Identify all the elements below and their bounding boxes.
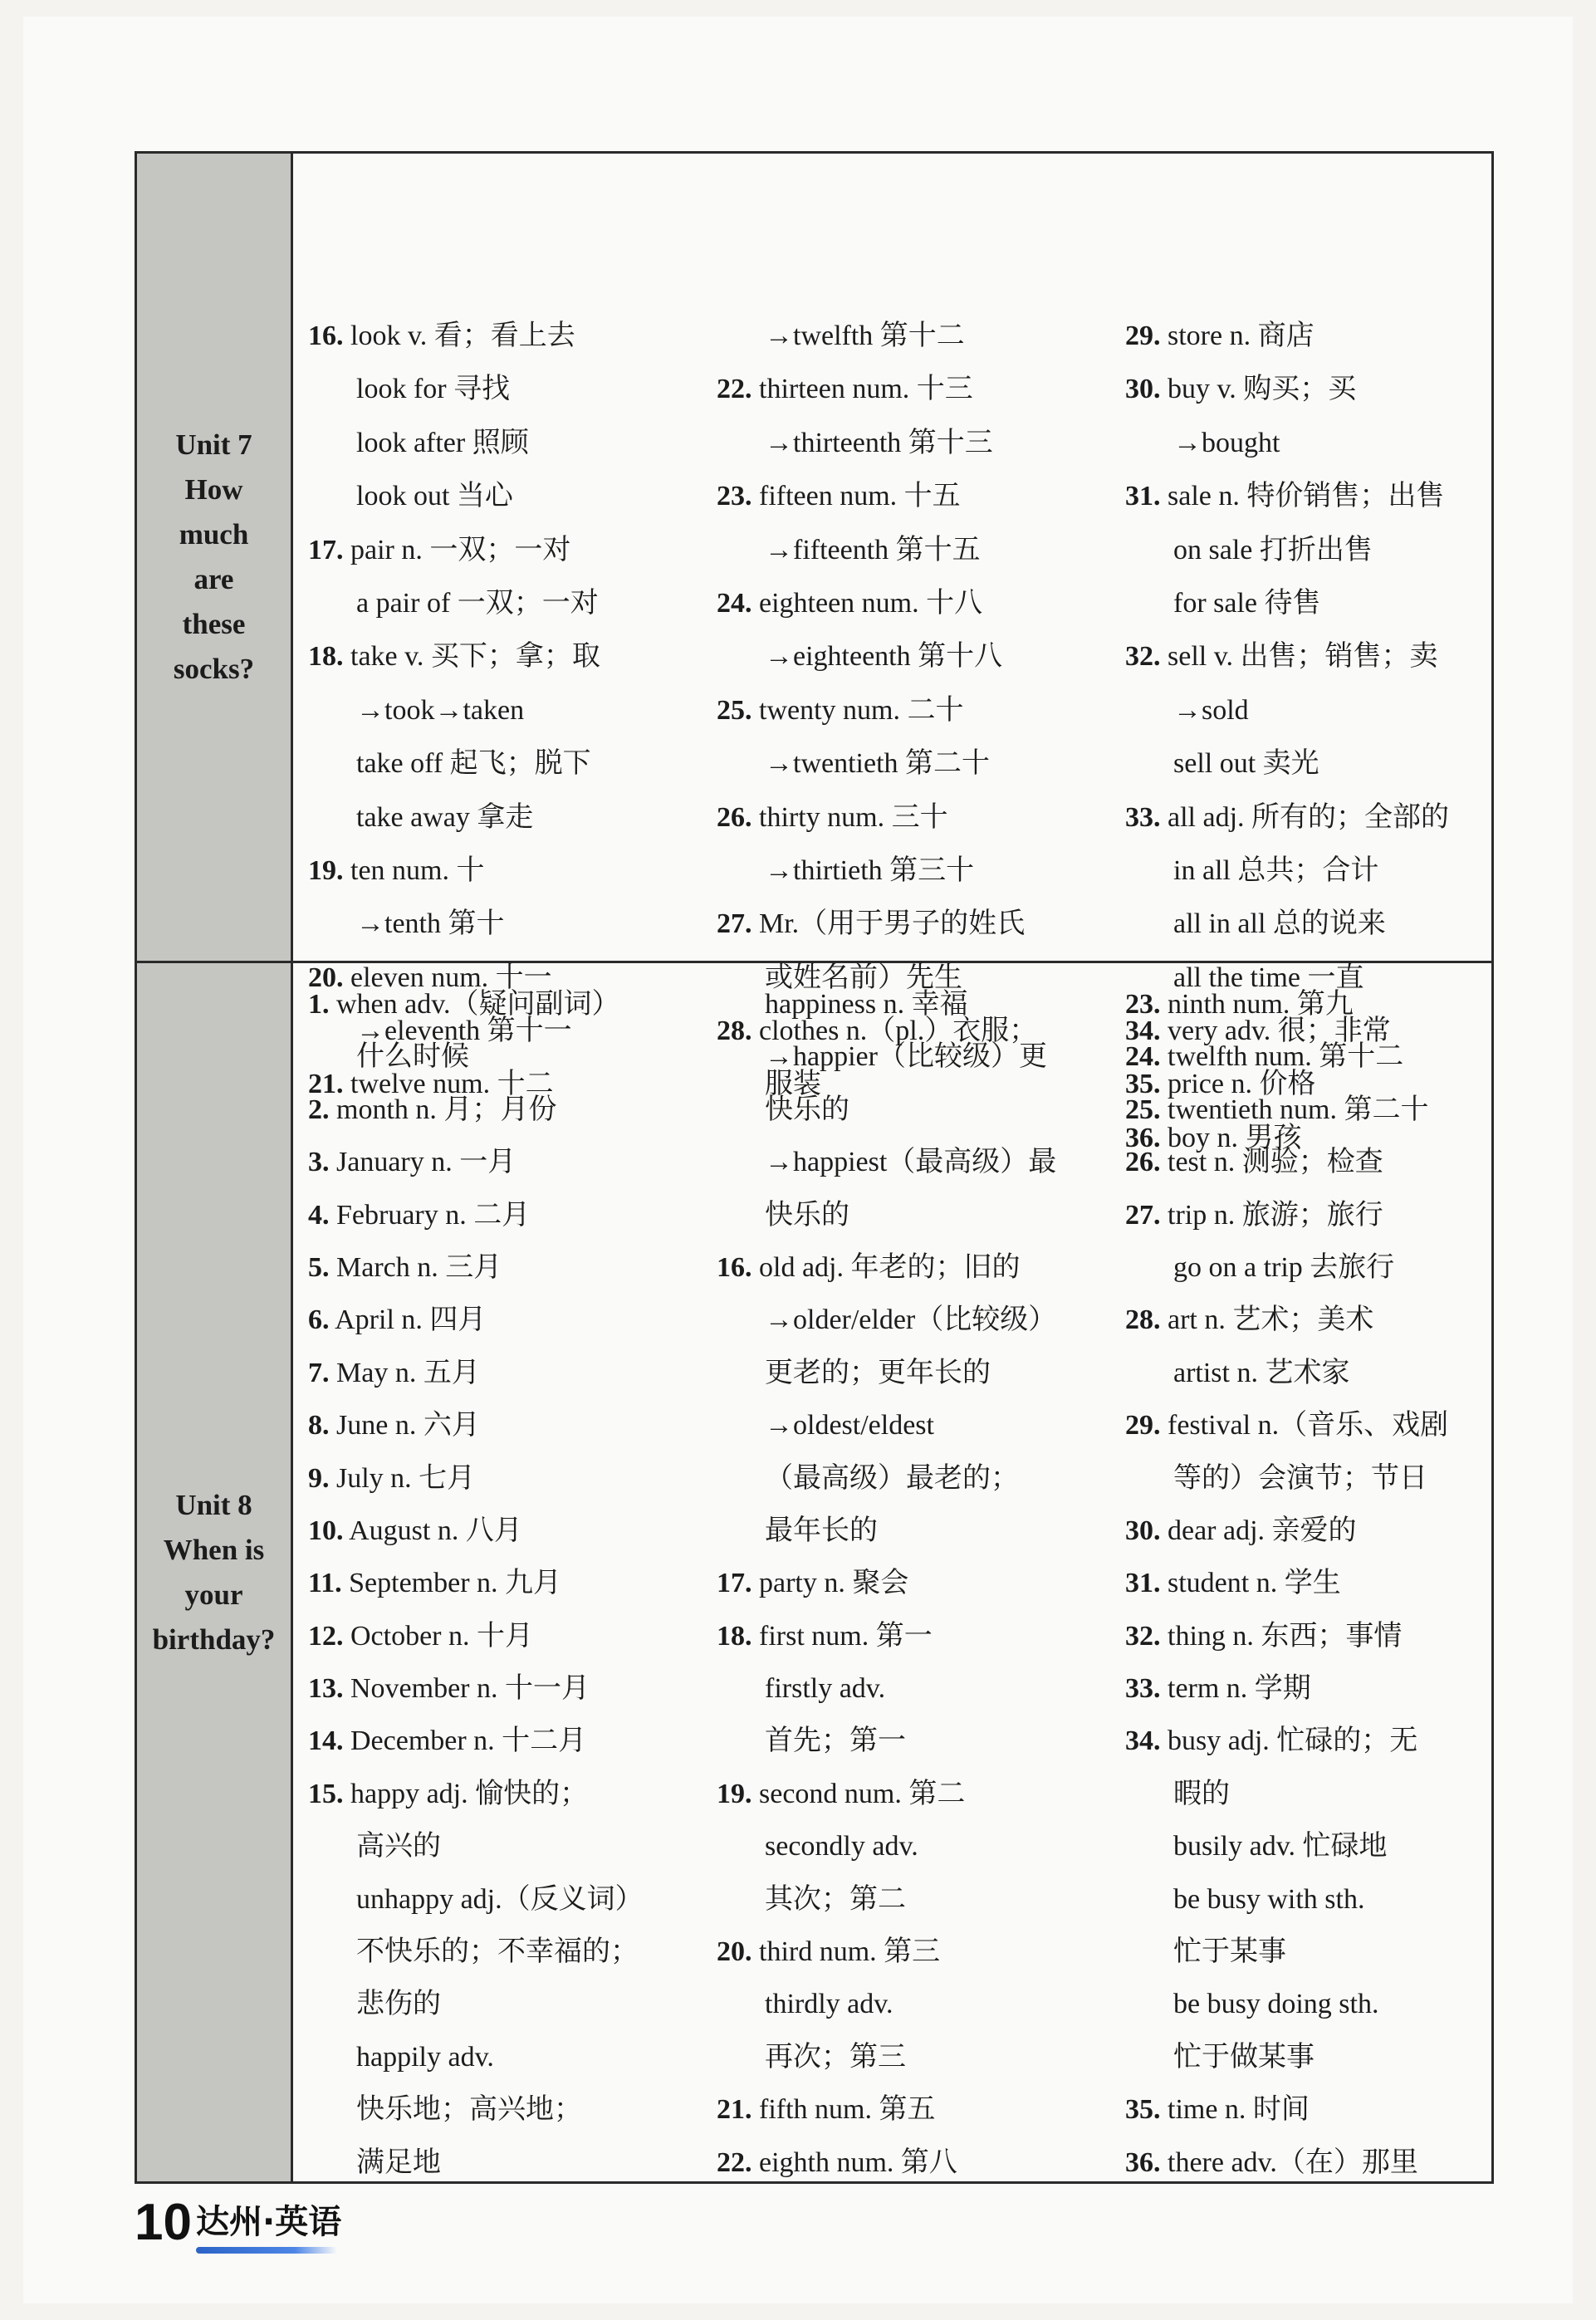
entry-number: 20.: [308, 962, 344, 993]
entry-text: 首先；第一: [765, 1725, 906, 1757]
vocabulary-table: [135, 151, 1494, 2184]
entry-number: 20.: [717, 1936, 752, 1968]
vocab-entry-continuation: [717, 737, 1125, 790]
page-number: 10: [135, 2194, 192, 2251]
entry-text: look for 寻找: [356, 374, 511, 405]
entry-text: party n. 聚会: [759, 1568, 909, 1599]
entry-text: take away 拿走: [356, 801, 534, 833]
entry-text: all in all 总的说来: [1173, 908, 1386, 940]
entry-number: 35.: [1125, 2094, 1161, 2126]
vocab-entry-continuation: [717, 1084, 1125, 1136]
entry-text: →tenth 第十: [356, 908, 505, 940]
vocab-entry-continuation: [1125, 737, 1491, 790]
entry-text: ninth num. 第九: [1168, 989, 1354, 1020]
vocab-entry-continuation: [308, 737, 717, 790]
entry-number: 32.: [1125, 641, 1161, 673]
entry-number: 14.: [308, 1725, 344, 1757]
vocab-entry-continuation: [717, 1189, 1125, 1241]
entry-number: 33.: [1125, 1673, 1161, 1705]
entry-text: September n. 九月: [349, 1568, 562, 1599]
entry-number: 29.: [1125, 321, 1161, 351]
vocab-entry: [717, 470, 1125, 523]
vocab-entry-continuation: [1125, 898, 1491, 951]
entry-text: look v. 看；看上去: [350, 321, 575, 351]
entry-number: 5.: [308, 1251, 330, 1283]
entry-text: →bought: [1173, 427, 1280, 458]
entry-text: boy n. 男孩: [1168, 1122, 1302, 1153]
entry-text: August n. 八月: [349, 1515, 522, 1546]
vocab-entry: [308, 978, 717, 1030]
entry-number: 22.: [717, 2146, 752, 2178]
entry-text: second num. 第二: [759, 1778, 966, 1809]
unit-label-line: these: [182, 608, 246, 640]
entry-text: fifth num. 第五: [759, 2094, 936, 2126]
entry-number: 18.: [717, 1620, 752, 1652]
vocab-entry: [308, 1136, 717, 1188]
entry-text: fifteen num. 十五: [759, 481, 961, 512]
entry-number: 2.: [308, 1094, 330, 1125]
vocab-entry: [308, 1189, 717, 1241]
vocab-entry-continuation: [717, 524, 1125, 577]
entry-text: →fifteenth 第十五: [765, 534, 981, 565]
vocab-entry-continuation: [1125, 1452, 1491, 1505]
entry-text: 什么时候: [356, 1041, 469, 1073]
entry-text: eighteen num. 十八: [759, 587, 983, 619]
entry-text: when adv.（疑问副词）: [336, 989, 620, 1020]
entry-text: sale n. 特价销售；出售: [1168, 481, 1445, 512]
entry-number: 4.: [308, 1199, 330, 1231]
entry-text: be busy doing sth.: [1173, 1989, 1379, 2020]
entry-text: a pair of 一双；一对: [356, 587, 599, 619]
entry-text: 等的）会演节；节日: [1173, 1462, 1427, 1494]
vocab-entry: [1125, 1189, 1491, 1241]
vocab-entry: [308, 1768, 717, 1820]
entry-text: busy adj. 忙碌的；无: [1168, 1725, 1418, 1757]
entry-number: 33.: [1125, 801, 1161, 833]
title-underline-bar: [196, 2247, 337, 2254]
vocab-entry-continuation: [308, 2031, 717, 2083]
unit7-label-cell: [137, 154, 293, 961]
vocab-entry-continuation: [717, 1873, 1125, 1926]
vocab-entry-continuation: [717, 1399, 1125, 1451]
vocab-entry-continuation: [308, 1873, 717, 1926]
entry-text: eighth num. 第八: [759, 2146, 957, 2178]
vocab-entry-continuation: [717, 1978, 1125, 2030]
entry-text: →twelfth 第十二: [765, 321, 965, 351]
entry-text: 更老的；更年长的: [765, 1357, 991, 1388]
vocab-entry: [717, 2083, 1125, 2136]
entry-text: 快乐地；高兴地；: [356, 2094, 582, 2126]
entry-text: twentieth num. 第二十: [1168, 1094, 1429, 1125]
vocab-entry: [717, 2136, 1125, 2189]
vocab-entry: [1125, 1136, 1491, 1188]
entry-text: 或姓名前）先生: [765, 962, 962, 993]
vocab-entry: [308, 1452, 717, 1505]
entry-text: →thirteenth 第十三: [765, 427, 993, 458]
entry-text: 不快乐的；不幸福的；: [356, 1936, 639, 1968]
entry-text: February n. 二月: [336, 1199, 531, 1231]
vocab-entry-continuation: [308, 470, 717, 523]
entry-text: term n. 学期: [1168, 1673, 1311, 1705]
entry-text: art n. 艺术；美术: [1168, 1304, 1374, 1336]
vocab-entry: [308, 1662, 717, 1715]
vocab-entry-continuation: [1125, 524, 1491, 577]
entry-text: twelfth num. 第十二: [1168, 1041, 1404, 1073]
unit-label-line: Unit 7: [175, 428, 252, 461]
vocab-entry: [308, 1084, 717, 1136]
vocab-entry-continuation: [1125, 1768, 1491, 1820]
vocab-entry-continuation: [1125, 844, 1491, 898]
entry-text: price n. 价格: [1168, 1069, 1316, 1100]
entry-number: 6.: [308, 1304, 330, 1336]
vocab-entry: [717, 898, 1125, 951]
entry-text: unhappy adj.（反义词）: [356, 1883, 644, 1915]
entry-text: July n. 七月: [336, 1462, 476, 1494]
entry-text: store n. 商店: [1168, 321, 1314, 351]
vocab-entry-continuation: [717, 1347, 1125, 1399]
entry-number: 15.: [308, 1778, 344, 1809]
vocab-entry: [1125, 1557, 1491, 1609]
entry-number: 34.: [1125, 1016, 1161, 1047]
vocab-entry-continuation: [717, 1662, 1125, 1715]
entry-number: 31.: [1125, 1568, 1161, 1599]
vocab-entry: [1125, 1084, 1491, 1136]
entry-text: look out 当心: [356, 481, 513, 512]
vocab-entry-continuation: [1125, 1873, 1491, 1926]
entry-number: 23.: [717, 481, 752, 512]
entry-text: April n. 四月: [335, 1304, 487, 1336]
entry-text: there adv.（在）那里: [1168, 2146, 1418, 2178]
entry-text: buy v. 购买；买: [1168, 374, 1357, 405]
entry-text: all the time 一直: [1173, 962, 1364, 993]
vocab-entry: [308, 1241, 717, 1294]
vocab-entry-continuation: [717, 1136, 1125, 1188]
vocab-entry-continuation: [308, 577, 717, 630]
entry-number: 27.: [717, 908, 752, 940]
entry-number: 26.: [1125, 1147, 1161, 1178]
vocab-entry: [308, 1294, 717, 1346]
entry-text: November n. 十一月: [350, 1673, 590, 1705]
vocab-entry: [1125, 2083, 1491, 2136]
vocab-entry: [308, 630, 717, 683]
vocab-entry-continuation: [717, 1715, 1125, 1767]
entry-number: 18.: [308, 641, 344, 673]
unit8-label: [144, 1483, 285, 1662]
entry-text: →twentieth 第二十: [765, 748, 991, 780]
entry-number: 30.: [1125, 1515, 1161, 1546]
vocab-entry: [308, 524, 717, 577]
vocab-entry-continuation: [1125, 684, 1491, 737]
vocab-entry: [717, 1610, 1125, 1662]
vocab-entry: [717, 577, 1125, 630]
entry-text: twelve num. 十二: [350, 1069, 554, 1100]
vocab-entry-continuation: [717, 310, 1125, 363]
vocab-entry-continuation: [1125, 577, 1491, 630]
entry-text: festival n.（音乐、戏剧: [1168, 1410, 1449, 1441]
page-header-title: 达州·英语: [196, 2203, 342, 2241]
vocab-entry: [717, 1241, 1125, 1294]
unit7-label: [144, 423, 285, 692]
entry-number: 36.: [1125, 1122, 1161, 1153]
vocab-entry: [308, 1505, 717, 1557]
entry-text: ten num. 十: [350, 854, 485, 886]
vocab-entry: [1125, 2136, 1491, 2189]
entry-text: sell v. 出售；销售；卖: [1168, 641, 1438, 673]
entry-text: in all 总共；合计: [1173, 854, 1379, 886]
entry-text: go on a trip 去旅行: [1173, 1251, 1395, 1283]
entry-text: 高兴的: [356, 1831, 441, 1862]
vocab-entry-continuation: [1125, 1926, 1491, 1978]
entry-text: →eleventh 第十一: [356, 1016, 572, 1047]
entry-number: 16.: [717, 1251, 752, 1283]
vocab-entry-continuation: [308, 417, 717, 470]
entry-number: 25.: [1125, 1094, 1161, 1125]
entry-text: first num. 第一: [759, 1620, 933, 1652]
unit-label-line: How: [184, 473, 243, 506]
entry-number: 9.: [308, 1462, 330, 1494]
entry-number: 17.: [308, 534, 344, 565]
entry-text: →took→taken: [356, 694, 525, 726]
entry-text: look after 照顾: [356, 427, 529, 458]
unit-label-line: When is: [163, 1533, 265, 1566]
entry-text: dear adj. 亲爱的: [1168, 1515, 1357, 1546]
entry-number: 27.: [1125, 1199, 1161, 1231]
entry-text: trip n. 旅游；旅行: [1168, 1199, 1383, 1231]
vocab-entry-continuation: [308, 1820, 717, 1872]
unit-label-line: much: [179, 518, 249, 551]
vocab-entry-continuation: [717, 1505, 1125, 1557]
entry-text: 悲伤的: [356, 1989, 441, 2020]
entry-text: 服装: [765, 1069, 821, 1100]
vocab-entry-continuation: [308, 791, 717, 844]
unit8-column-1: [308, 963, 717, 2181]
vocab-entry-continuation: [308, 1030, 717, 1083]
vocab-entry: [1125, 1662, 1491, 1715]
vocab-entry-continuation: [717, 1030, 1125, 1083]
entry-text: eleven num. 十一: [350, 962, 552, 993]
vocab-entry: [717, 1926, 1125, 1978]
entry-text: happiness n. 幸福: [765, 989, 968, 1020]
entry-text: student n. 学生: [1168, 1568, 1341, 1599]
entry-text: →happiest（最高级）最: [765, 1147, 1057, 1178]
unit-label-line: your: [184, 1578, 243, 1611]
vocab-entry-continuation: [308, 898, 717, 951]
entry-number: 31.: [1125, 481, 1161, 512]
vocab-entry-continuation: [717, 1452, 1125, 1505]
entry-text: thirty num. 三十: [759, 801, 948, 833]
vocab-entry-continuation: [308, 2136, 717, 2189]
unit-label-line: birthday?: [152, 1623, 276, 1656]
entry-text: December n. 十二月: [350, 1725, 587, 1757]
entry-text: take v. 买下；拿；取: [350, 641, 600, 673]
entry-text: October n. 十月: [350, 1620, 534, 1652]
vocab-entry-continuation: [717, 1820, 1125, 1872]
vocab-entry: [1125, 1294, 1491, 1346]
vocab-entry-continuation: [1125, 1978, 1491, 2030]
entry-number: 19.: [308, 854, 344, 886]
entry-text: March n. 三月: [336, 1251, 502, 1283]
entry-text: January n. 一月: [336, 1147, 516, 1178]
vocab-entry: [1125, 630, 1491, 683]
vocab-entry: [717, 1557, 1125, 1609]
vocab-entry-continuation: [717, 417, 1125, 470]
entry-text: thing n. 东西；事情: [1168, 1620, 1403, 1652]
entry-text: →happier（比较级）更: [765, 1041, 1047, 1073]
entry-number: 28.: [717, 1016, 752, 1047]
vocab-entry-continuation: [1125, 1347, 1491, 1399]
vocab-entry: [1125, 1030, 1491, 1083]
entry-number: 24.: [717, 587, 752, 619]
entry-text: artist n. 艺术家: [1173, 1357, 1350, 1388]
entry-number: 13.: [308, 1673, 344, 1705]
entry-number: 36.: [1125, 2146, 1161, 2178]
unit-label-line: socks?: [173, 653, 255, 685]
entry-number: 22.: [717, 374, 752, 405]
vocab-entry: [308, 1399, 717, 1451]
entry-text: sell out 卖光: [1173, 748, 1319, 780]
entry-text: May n. 五月: [336, 1357, 480, 1388]
vocab-entry-continuation: [308, 1926, 717, 1978]
entry-number: 10.: [308, 1515, 344, 1546]
vocab-entry: [717, 684, 1125, 737]
entry-text: third num. 第三: [759, 1936, 941, 1968]
entry-text: 其次；第二: [765, 1883, 906, 1915]
entry-text: old adj. 年老的；旧的: [759, 1251, 1021, 1283]
entry-text: on sale 打折出售: [1173, 534, 1373, 565]
entry-number: 23.: [1125, 989, 1161, 1020]
entry-text: take off 起飞；脱下: [356, 748, 591, 780]
entry-text: 快乐的: [765, 1199, 849, 1231]
entry-text: 暇的: [1173, 1778, 1230, 1809]
entry-text: twenty num. 二十: [759, 694, 964, 726]
entry-number: 11.: [308, 1568, 342, 1599]
entry-number: 19.: [717, 1778, 752, 1809]
entry-number: 1.: [308, 989, 330, 1020]
entry-text: 最年长的: [765, 1515, 878, 1546]
entry-number: 21.: [308, 1069, 344, 1100]
entry-text: clothes n.（pl.）衣服；: [759, 1016, 1038, 1047]
entry-text: month n. 月；月份: [336, 1094, 557, 1125]
entry-text: firstly adv.: [765, 1673, 886, 1705]
vocab-entry: [1125, 1399, 1491, 1451]
entry-number: 21.: [717, 2094, 752, 2126]
entry-text: very adv. 很；非常: [1168, 1016, 1391, 1047]
entry-text: 再次；第三: [765, 2041, 906, 2073]
entry-number: 30.: [1125, 374, 1161, 405]
vocab-entry-continuation: [717, 630, 1125, 683]
entry-text: happy adj. 愉快的；: [350, 1778, 589, 1809]
entry-text: （最高级）最老的；: [765, 1462, 1019, 1494]
vocab-entry: [308, 1347, 717, 1399]
entry-text: test n. 测验；检查: [1168, 1147, 1383, 1178]
entry-text: busily adv. 忙碌地: [1173, 1831, 1388, 1862]
vocab-entry: [1125, 978, 1491, 1030]
entry-number: 26.: [717, 801, 752, 833]
entry-text: 忙于某事: [1173, 1936, 1286, 1968]
vocab-entry: [1125, 1505, 1491, 1557]
entry-number: 32.: [1125, 1620, 1161, 1652]
vocab-entry-continuation: [308, 1978, 717, 2030]
vocab-entry: [717, 1768, 1125, 1820]
entry-number: 35.: [1125, 1069, 1161, 1100]
entry-text: →thirtieth 第三十: [765, 854, 975, 886]
vocab-entry: [1125, 791, 1491, 844]
vocab-entry: [308, 1715, 717, 1767]
vocab-entry-continuation: [308, 363, 717, 416]
vocab-entry: [308, 1610, 717, 1662]
entry-text: 忙于做某事: [1173, 2041, 1314, 2073]
unit8-column-2: [717, 963, 1125, 2181]
entry-text: →sold: [1173, 694, 1249, 726]
unit8-column-3: [1125, 963, 1491, 2181]
vocab-entry: [1125, 1610, 1491, 1662]
entry-text: June n. 六月: [336, 1410, 480, 1441]
unit-label-line: are: [193, 563, 234, 595]
entry-text: 满足地: [356, 2146, 441, 2178]
vocab-entry: [1125, 470, 1491, 523]
entry-number: 24.: [1125, 1041, 1161, 1073]
entry-text: time n. 时间: [1168, 2094, 1310, 2126]
vocab-entry-continuation: [1125, 417, 1491, 470]
vocab-entry-continuation: [1125, 2031, 1491, 2083]
entry-number: 17.: [717, 1568, 752, 1599]
entry-number: 12.: [308, 1620, 344, 1652]
entry-text: pair n. 一双；一对: [350, 534, 571, 565]
vocab-entry-continuation: [1125, 1241, 1491, 1294]
vocab-entry-continuation: [717, 1294, 1125, 1346]
vocab-entry: [308, 1557, 717, 1609]
entry-text: secondly adv.: [765, 1831, 918, 1862]
entry-number: 8.: [308, 1410, 330, 1441]
vocab-entry: [308, 310, 717, 363]
entry-text: →eighteenth 第十八: [765, 641, 1003, 673]
entry-text: →older/elder（比较级）: [765, 1304, 1057, 1336]
vocab-entry-continuation: [717, 978, 1125, 1030]
vocab-entry: [1125, 1715, 1491, 1767]
entry-text: thirdly adv.: [765, 1989, 893, 2020]
entry-number: 7.: [308, 1357, 330, 1388]
vocab-entry: [1125, 310, 1491, 363]
vocab-entry: [308, 844, 717, 898]
entry-text: happily adv.: [356, 2041, 494, 2073]
vocab-entry: [1125, 363, 1491, 416]
vocab-entry: [717, 363, 1125, 416]
entry-number: 3.: [308, 1147, 330, 1178]
entry-number: 29.: [1125, 1410, 1161, 1441]
unit-label-line: Unit 8: [175, 1488, 252, 1521]
unit8-row: [137, 963, 1491, 2181]
entry-text: 快乐的: [765, 1094, 849, 1125]
unit8-label-cell: [137, 963, 293, 2181]
vocab-entry-continuation: [717, 844, 1125, 898]
entry-number: 28.: [1125, 1304, 1161, 1336]
entry-number: 16.: [308, 321, 344, 351]
entry-text: Mr.（用于男子的姓氏: [759, 908, 1026, 940]
vocab-entry-continuation: [717, 2031, 1125, 2083]
vocab-entry: [717, 791, 1125, 844]
entry-text: for sale 待售: [1173, 587, 1321, 619]
vocab-entry-continuation: [1125, 1820, 1491, 1872]
entry-text: all adj. 所有的；全部的: [1168, 801, 1450, 833]
entry-text: →oldest/eldest: [765, 1410, 934, 1441]
entry-number: 25.: [717, 694, 752, 726]
vocab-entry-continuation: [308, 2083, 717, 2136]
vocab-entry-continuation: [308, 684, 717, 737]
entry-number: 34.: [1125, 1725, 1161, 1757]
entry-text: thirteen num. 十三: [759, 374, 973, 405]
entry-text: be busy with sth.: [1173, 1883, 1365, 1915]
